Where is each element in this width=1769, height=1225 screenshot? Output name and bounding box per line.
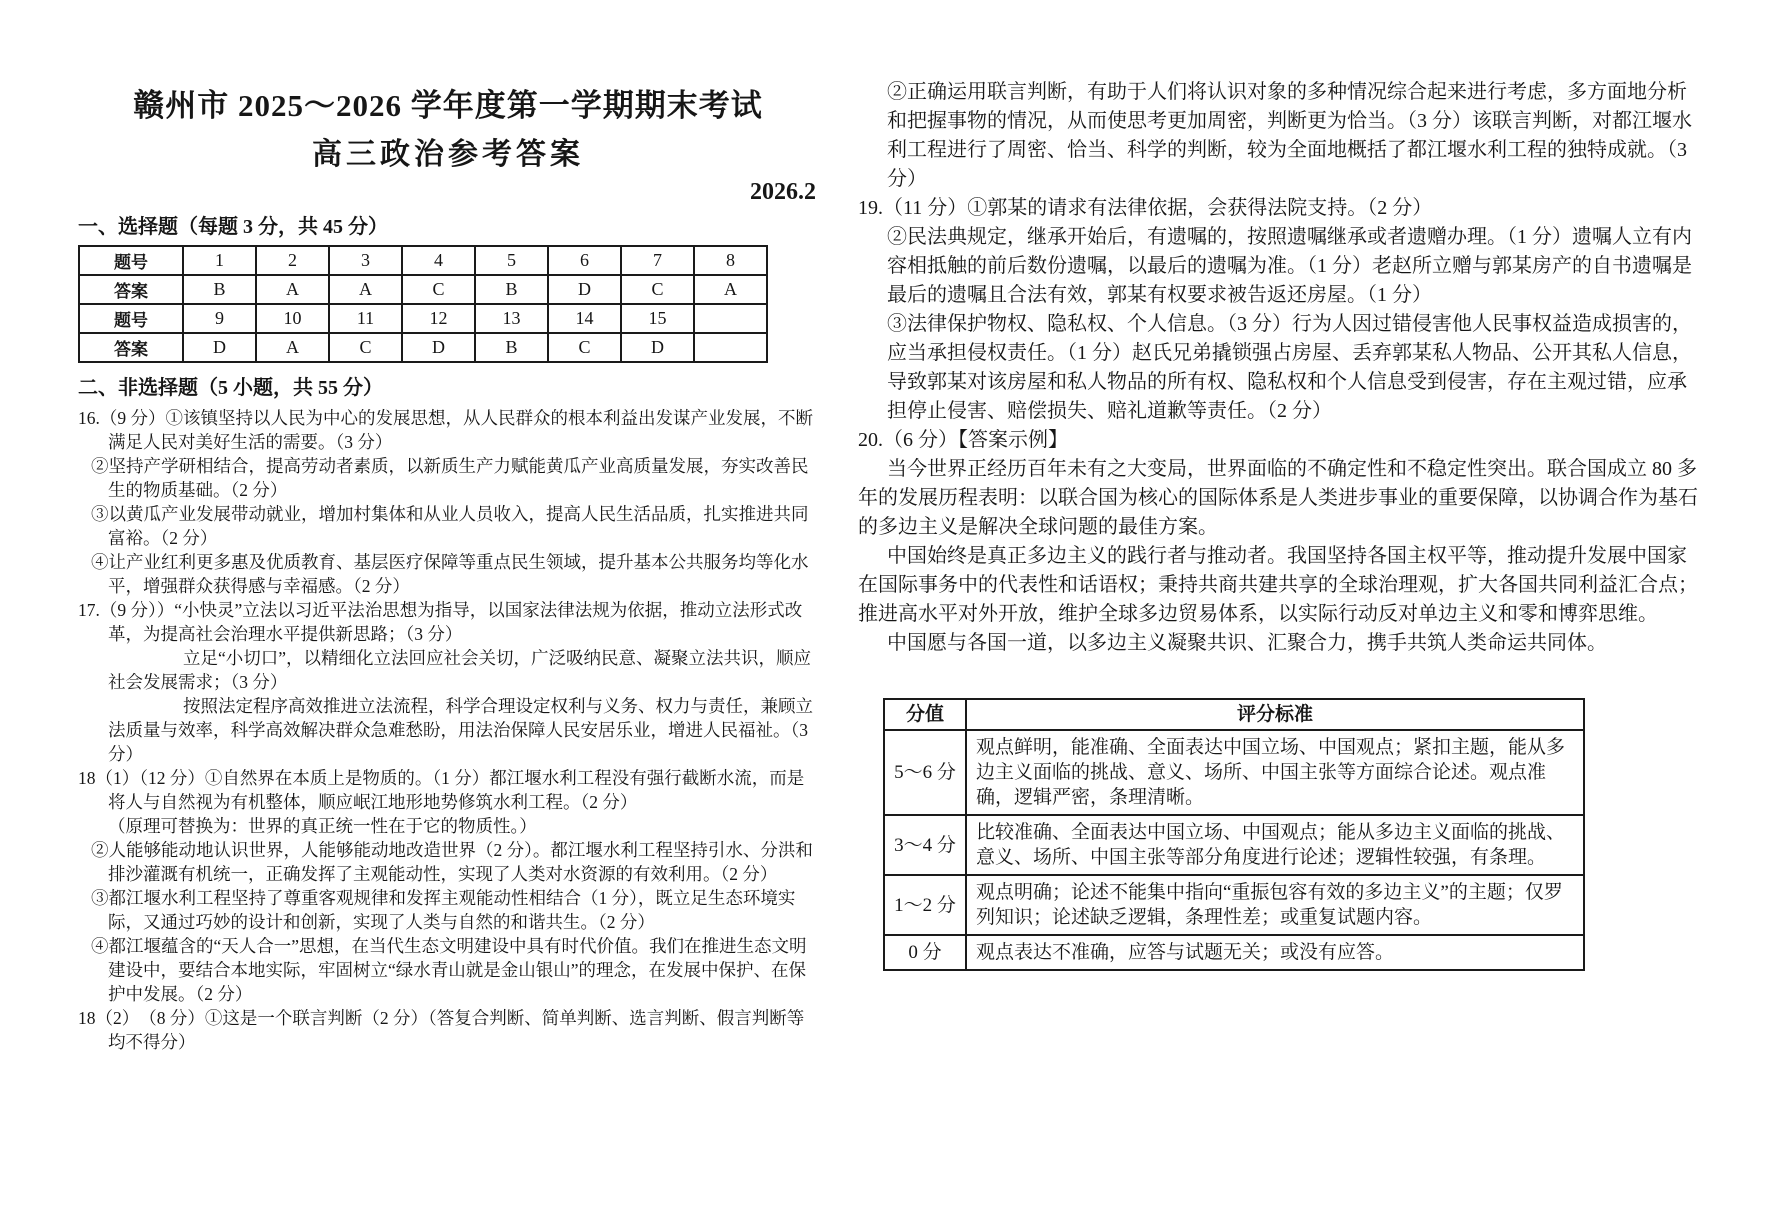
- rubric-criteria: 比较准确、全面表达中国立场、中国观点；能从多边主义面临的挑战、意义、场所、中国主张等部分角度进行论述；逻辑性较强，有条理。: [966, 815, 1584, 875]
- answer-paragraph: ④都江堰蕴含的“天人合一”思想，在当代生态文明建设中具有时代价值。我们在推进生态文明建设中，要结合本地实际，牢固树立“绿水青山就是金山银山”的理念，在发展中保护、在保护中发展。（2 分）: [91, 936, 807, 1004]
- table-cell: B: [475, 333, 548, 362]
- table-row: [79, 275, 767, 304]
- table-cell: 15: [621, 304, 694, 333]
- free-response-answers-right: [858, 78, 1703, 658]
- rubric-score: 5～6 分: [884, 730, 966, 815]
- exam-title: 赣州市 2025～2026 学年度第一学期期末考试: [133, 88, 763, 123]
- row-label: 答案: [79, 275, 183, 304]
- table-cell: D: [402, 333, 475, 362]
- answer-paragraph: （原理可替换为：世界的真正统一性在于它的物质性。）: [108, 816, 537, 836]
- table-cell: B: [183, 275, 256, 304]
- rubric-header-row: [884, 699, 1584, 730]
- answer-paragraph: ③都江堰水利工程坚持了尊重客观规律和发挥主观能动性相结合（1 分），既立足生态环境实际，又通过巧妙的设计和创新，实现了人类与自然的和谐共生。（2 分）: [91, 888, 796, 932]
- table-cell: 11: [329, 304, 402, 333]
- answer-paragraph: 18（1）（12 分）①自然界在本质上是物质的。（1 分）都江堰水利工程没有强行截断水流，而是将人与自然视为有机整体，顺应岷江地形地势修筑水利工程。（2 分）: [78, 768, 805, 812]
- answer-paragraph: ②人能够能动地认识世界，人能够能动地改造世界（2 分）。都江堰水利工程坚持引水、分洪和排沙灌溉有机统一，正确发挥了主观能动性，实现了人类对水资源的有效利用。（2 分）: [91, 840, 813, 884]
- rubric-row: [884, 730, 1584, 815]
- answer-paragraph: ④让产业红利更多惠及优质教育、基层医疗保障等重点民生领域，提升基本公共服务均等化水平，增强群众获得感与幸福感。（2 分）: [91, 552, 809, 596]
- table-cell: B: [475, 275, 548, 304]
- subject-title: 高三政治参考答案: [312, 138, 584, 171]
- table-row: [79, 304, 767, 333]
- table-cell: A: [256, 333, 329, 362]
- table-row: [79, 246, 767, 275]
- table-cell: C: [402, 275, 475, 304]
- answer-paragraph: 按照法定程序高效推进立法流程，科学合理设定权利与义务、权力与责任，兼顾立法质量与效率，科学高效解决群众急难愁盼，用法治保障人民安居乐业，增进人民福祉。（3 分）: [108, 696, 813, 764]
- multiple-choice-answer-table: [78, 245, 768, 363]
- answer-paragraph: ③以黄瓜产业发展带动就业，增加村集体和从业人员收入，提高人民生活品质，扎实推进共同富裕。（2 分）: [91, 504, 809, 548]
- table-cell: [694, 304, 767, 333]
- answer-paragraph: 16.（9 分）①该镇坚持以人民为中心的发展思想，从人民群众的根本利益出发谋产业发展，不断满足人民对美好生活的需要。（3 分）: [78, 408, 813, 452]
- rubric-header-criteria: 评分标准: [966, 699, 1584, 730]
- table-cell: 10: [256, 304, 329, 333]
- section-1-heading: 一、选择题（每题 3 分，共 45 分）: [78, 216, 388, 238]
- table-cell: 9: [183, 304, 256, 333]
- table-cell: C: [548, 333, 621, 362]
- answer-paragraph: 20.（6 分）【答案示例】: [858, 429, 1068, 451]
- table-cell: D: [548, 275, 621, 304]
- table-cell: A: [256, 275, 329, 304]
- table-cell: C: [621, 275, 694, 304]
- table-cell: C: [329, 333, 402, 362]
- answer-paragraph: ③法律保护物权、隐私权、个人信息。（3 分）行为人因过错侵害他人民事权益造成损害的，应当承担侵权责任。（1 分）赵氏兄弟撬锁强占房屋、丢弃郭某私人物品、公开其私人信息，导致郭某对该房屋和私人物品的所有权、隐私权和个人信息受到侵害，存在主观过错，应承担停止侵害、赔偿损失、赔礼道歉等责任。（2 分）: [887, 313, 1692, 422]
- rubric-criteria: 观点表达不准确，应答与试题无关；或没有应答。: [966, 935, 1584, 970]
- answer-paragraph: ②坚持产学研相结合，提高劳动者素质，以新质生产力赋能黄瓜产业高质量发展，夯实改善民生的物质基础。（2 分）: [91, 456, 809, 500]
- scoring-rubric-table: [883, 698, 1585, 971]
- answer-paragraph: 18（2） （8 分）①这是一个联言判断（2 分）（答复合判断、简单判断、选言判断、假言判断等均不得分）: [78, 1008, 805, 1052]
- table-cell: [694, 333, 767, 362]
- rubric-row: [884, 815, 1584, 875]
- table-cell: 7: [621, 246, 694, 275]
- table-cell: 2: [256, 246, 329, 275]
- section-2-heading: 二、非选择题（5 小题，共 55 分）: [78, 377, 383, 399]
- table-cell: 5: [475, 246, 548, 275]
- table-cell: A: [329, 275, 402, 304]
- table-cell: 1: [183, 246, 256, 275]
- answer-paragraph: 立足“小切口”，以精细化立法回应社会关切，广泛吸纳民意、凝聚立法共识，顺应社会发展需求；（3 分）: [108, 648, 812, 692]
- answer-paragraph: 中国愿与各国一道，以多边主义凝聚共识、汇聚合力，携手共筑人类命运共同体。: [887, 632, 1607, 654]
- free-response-answers-left: [78, 406, 818, 1054]
- rubric-score: 0 分: [884, 935, 966, 970]
- exam-date: 2026.2: [750, 179, 816, 205]
- left-column: [78, 66, 818, 1054]
- row-label: 题号: [79, 246, 183, 275]
- table-cell: D: [621, 333, 694, 362]
- table-cell: 13: [475, 304, 548, 333]
- row-label: 答案: [79, 333, 183, 362]
- table-cell: 4: [402, 246, 475, 275]
- table-row: [79, 333, 767, 362]
- table-cell: D: [183, 333, 256, 362]
- rubric-criteria: 观点鲜明，能准确、全面表达中国立场、中国观点；紧扣主题，能从多边主义面临的挑战、意义、场所、中国主张等方面综合论述。观点准确，逻辑严密，条理清晰。: [966, 730, 1584, 815]
- answer-paragraph: 17.（9 分））“小快灵”立法以习近平法治思想为指导，以国家法律法规为依据，推动立法形式改革，为提高社会治理水平提供新思路；（3 分）: [78, 600, 803, 644]
- table-cell: A: [694, 275, 767, 304]
- answer-paragraph: ②正确运用联言判断，有助于人们将认识对象的多种情况综合起来进行考虑，多方面地分析和把握事物的情况，从而使思考更加周密，判断更为恰当。（3 分）该联言判断，对都江堰水利工程进行了周密、恰当、科学的判断，较为全面地概括了都江堰水利工程的独特成就。（3 分）: [887, 81, 1692, 190]
- answer-paragraph: ②民法典规定，继承开始后，有遗嘱的，按照遗嘱继承或者遗赠办理。（1 分）遗嘱人立有内容相抵触的前后数份遗嘱，以最后的遗嘱为准。（1 分）老赵所立赠与郭某房产的自书遗嘱是最后的遗嘱且合法有效，郭某有权要求被告返还房屋。（1 分）: [887, 226, 1692, 306]
- table-cell: 12: [402, 304, 475, 333]
- row-label: 题号: [79, 304, 183, 333]
- answer-paragraph: 中国始终是真正多边主义的践行者与推动者。我国坚持各国主权平等，推动提升发展中国家在国际事务中的代表性和话语权；秉持共商共建共享的全球治理观，扩大各国共同利益汇合点；推进高水平对外开放，维护全球多边贸易体系，以实际行动反对单边主义和零和博弈思维。: [858, 545, 1698, 625]
- table-cell: 8: [694, 246, 767, 275]
- answer-paragraph: 19.（11 分）①郭某的请求有法律依据，会获得法院支持。（2 分）: [858, 197, 1433, 219]
- rubric-criteria: 观点明确；论述不能集中指向“重振包容有效的多边主义”的主题；仅罗列知识；论述缺乏逻辑，条理性差；或重复试题内容。: [966, 875, 1584, 935]
- table-cell: 14: [548, 304, 621, 333]
- right-column: [858, 78, 1703, 971]
- rubric-row: [884, 875, 1584, 935]
- table-cell: 6: [548, 246, 621, 275]
- rubric-score: 3～4 分: [884, 815, 966, 875]
- table-cell: 3: [329, 246, 402, 275]
- rubric-score: 1～2 分: [884, 875, 966, 935]
- rubric-row: [884, 935, 1584, 970]
- rubric-header-score: 分值: [884, 699, 966, 730]
- answer-paragraph: 当今世界正经历百年未有之大变局，世界面临的不确定性和不稳定性突出。联合国成立 80 多年的发展历程表明：以联合国为核心的国际体系是人类进步事业的重要保障，以协调合作为基石的多边主义是解决全球问题的最佳方案。: [858, 458, 1698, 538]
